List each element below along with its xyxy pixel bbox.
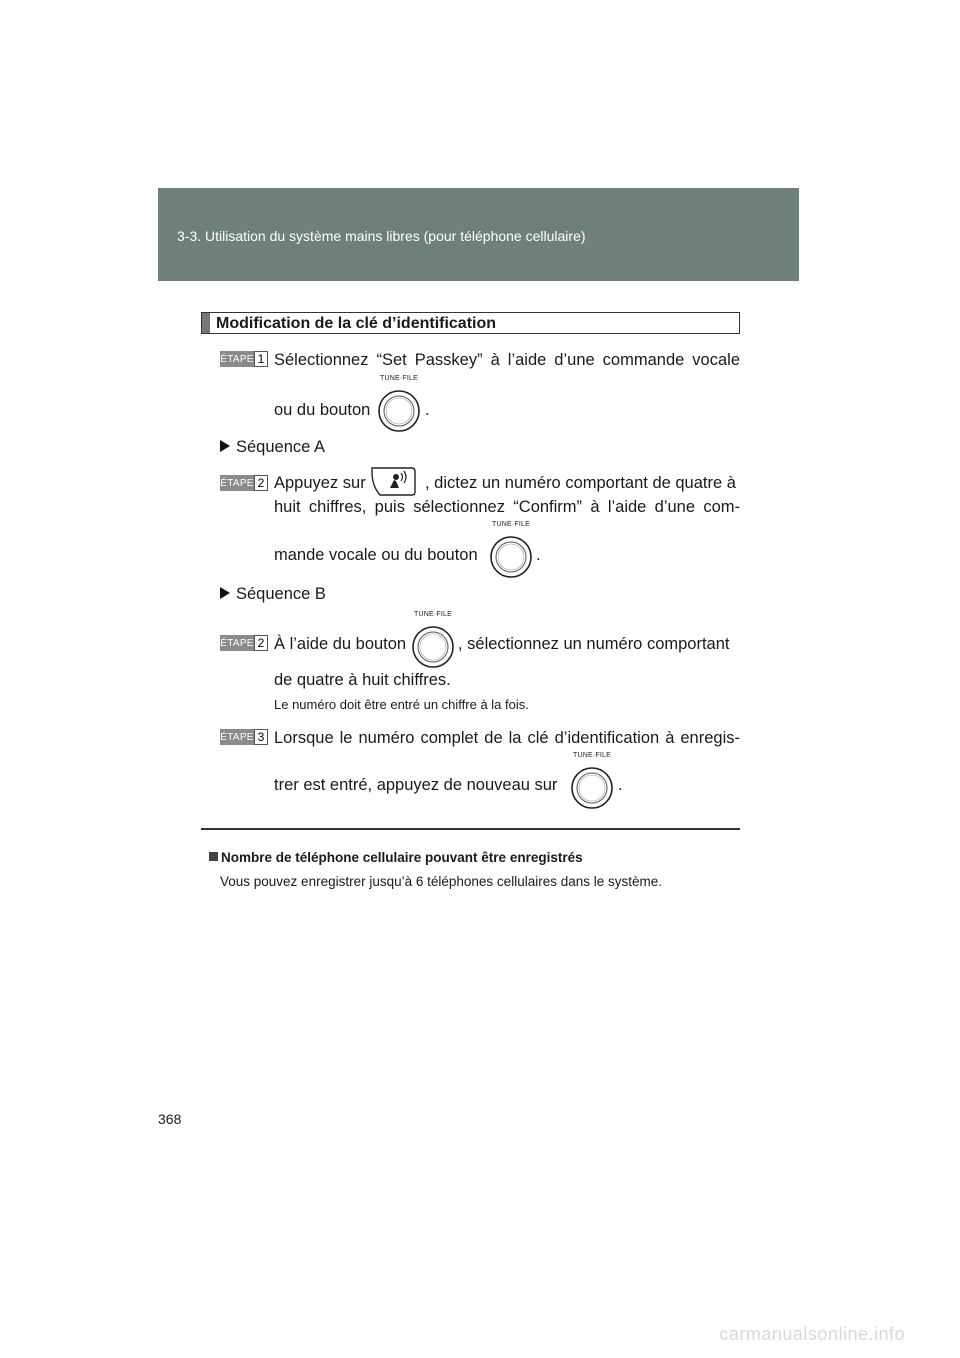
step2a-line1a: Appuyez sur xyxy=(274,474,366,492)
step3-line1: Lorsque le numéro complet de la clé d’identification à enregis- xyxy=(274,729,740,747)
step3-line2b: . xyxy=(618,776,623,794)
step-badge-3 xyxy=(220,729,268,745)
sequence-a-label xyxy=(220,437,325,457)
step2a-line1b: , dictez un numéro comportant de quatre à xyxy=(425,474,736,492)
step1-line2a: ou du bouton xyxy=(274,401,371,419)
step-badge-label: ÉTAPE xyxy=(220,635,254,651)
arrow-right-icon xyxy=(220,587,230,599)
watermark: carmanualsonline.info xyxy=(719,1324,905,1344)
step-badge-label: ÉTAPE xyxy=(220,729,254,745)
step2a-line3b: . xyxy=(536,546,541,564)
step2b-line1b: , sélectionnez un numéro comportant xyxy=(458,635,730,653)
sequence-b-label xyxy=(220,584,326,604)
bullet-square-icon xyxy=(209,852,218,861)
step-badge-2a xyxy=(220,475,268,491)
step-badge-2b xyxy=(220,635,268,651)
tune-file-knob-icon xyxy=(376,375,422,435)
sequence-b-text: Séquence B xyxy=(236,585,326,603)
step-badge-number: 3 xyxy=(254,729,268,745)
step-badge-number: 2 xyxy=(254,635,268,651)
tune-file-knob-icon xyxy=(488,521,534,581)
section-title-bar xyxy=(202,313,210,333)
knob-caption: TUNE·FILE xyxy=(380,375,418,382)
step-badge-label: ÉTAPE xyxy=(220,475,254,491)
step2b-note: Le numéro doit être entré un chiffre à la fois. xyxy=(274,697,529,712)
step-badge-1 xyxy=(220,351,268,367)
note-title-text: Nombre de téléphone cellulaire pouvant être enregistrés xyxy=(221,850,583,865)
section-title: Modification de la clé d’identification xyxy=(216,315,497,332)
step1-line1: Sélectionnez “Set Passkey” à l’aide d’une commande vocale xyxy=(274,351,740,369)
step-badge-label: ÉTAPE xyxy=(220,351,254,367)
knob-caption: TUNE·FILE xyxy=(414,611,452,618)
talk-switch-icon xyxy=(368,464,418,498)
section-breadcrumb: 3-3. Utilisation du système mains libres (pour téléphone cellulaire) xyxy=(177,228,586,244)
step1-line2b: . xyxy=(425,401,430,419)
header-band xyxy=(158,188,799,281)
knob-caption: TUNE·FILE xyxy=(573,752,611,759)
step2b-line1a: À l’aide du bouton xyxy=(274,635,407,653)
knob-caption: TUNE·FILE xyxy=(492,521,530,528)
tune-file-knob-icon xyxy=(569,752,615,812)
step-badge-number: 1 xyxy=(254,351,268,367)
note-body: Vous pouvez enregistrer jusqu’à 6 téléphones cellulaires dans le système. xyxy=(220,874,663,889)
step2a-line2: huit chiffres, puis sélectionnez “Confirm” à l’aide d’une com- xyxy=(274,498,740,516)
step-badge-number: 2 xyxy=(254,475,268,491)
divider xyxy=(201,828,740,830)
page-number: 368 xyxy=(158,1111,182,1127)
note-title xyxy=(209,850,583,865)
sequence-a-text: Séquence A xyxy=(236,438,325,456)
tune-file-knob-icon xyxy=(410,611,456,671)
step2b-line2: de quatre à huit chiffres. xyxy=(274,671,451,689)
step2a-line3a: mande vocale ou du bouton xyxy=(274,546,478,564)
step3-line2a: trer est entré, appuyez de nouveau sur xyxy=(274,776,558,794)
arrow-right-icon xyxy=(220,440,230,452)
section-title-box xyxy=(201,312,740,334)
